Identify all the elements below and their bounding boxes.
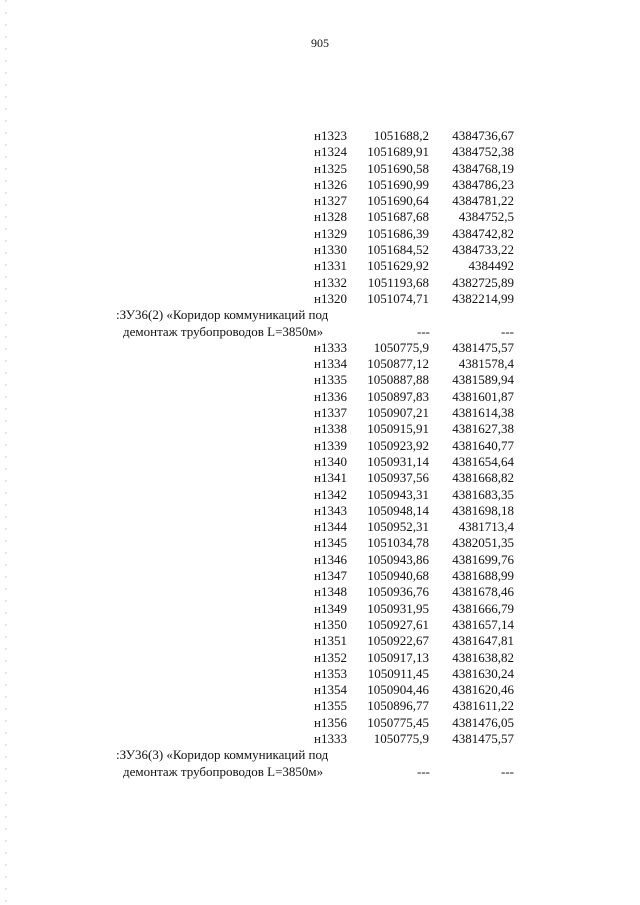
x-coordinate: 1050887,88 xyxy=(367,372,429,388)
point-id: н1331 xyxy=(314,258,347,274)
coordinate-row xyxy=(0,258,640,274)
y-coordinate: 4381611,22 xyxy=(452,698,514,714)
point-id: н1345 xyxy=(314,535,347,551)
x-coordinate: 1050897,83 xyxy=(367,388,429,404)
y-coordinate: 4384781,22 xyxy=(452,193,514,209)
y-coordinate: 4381620,46 xyxy=(452,682,514,698)
coordinate-row xyxy=(0,161,640,177)
x-coordinate: 1050915,91 xyxy=(367,421,429,437)
coordinate-row xyxy=(0,666,640,682)
x-coordinate: 1050936,76 xyxy=(367,584,429,600)
x-coordinate: 1051074,71 xyxy=(367,290,429,306)
x-coordinate: 1050923,92 xyxy=(367,437,429,453)
x-coordinate: 1051629,92 xyxy=(367,258,429,274)
x-coordinate: 1050927,61 xyxy=(367,616,429,632)
coordinate-row xyxy=(0,682,640,698)
coordinate-row xyxy=(0,731,640,747)
coordinate-row xyxy=(0,405,640,421)
point-id: н1354 xyxy=(314,682,347,698)
point-id: н1330 xyxy=(314,242,347,258)
point-id: н1346 xyxy=(314,551,347,567)
point-id: н1325 xyxy=(314,160,347,176)
x-coordinate: 1051689,91 xyxy=(367,144,429,160)
x-coordinate: 1050931,14 xyxy=(367,453,429,469)
point-id: н1324 xyxy=(314,144,347,160)
point-id: н1338 xyxy=(314,421,347,437)
y-coordinate: 4381698,18 xyxy=(452,502,514,518)
point-id: н1353 xyxy=(314,665,347,681)
point-id: н1344 xyxy=(314,519,347,535)
y-coordinate: 4384752,38 xyxy=(452,144,514,160)
x-coordinate: 1051688,2 xyxy=(373,128,429,143)
coordinate-row xyxy=(0,128,640,144)
coordinates-list xyxy=(0,128,640,780)
x-coordinate: 1050943,86 xyxy=(367,551,429,567)
x-coordinate: 1050911,45 xyxy=(367,665,429,681)
y-coordinate: 4384733,22 xyxy=(452,242,514,258)
y-coordinate: 4384492 xyxy=(468,258,514,274)
y-coordinate: 4381475,57 xyxy=(452,339,514,355)
point-id: н1337 xyxy=(314,405,347,421)
x-coordinate: 1050937,56 xyxy=(367,470,429,486)
x-coordinate: 1050952,31 xyxy=(367,519,429,535)
coordinate-row xyxy=(0,650,640,666)
coordinate-row xyxy=(0,209,640,225)
section-y-dash: --- xyxy=(501,763,514,779)
x-coordinate: 1050775,9 xyxy=(373,730,429,746)
x-coordinate: 1050931,95 xyxy=(367,600,429,616)
section-title-line-2: демонтаж трубопроводов L=3850м» xyxy=(123,763,324,779)
point-id: н1349 xyxy=(314,600,347,616)
point-id: н1334 xyxy=(314,356,347,372)
y-coordinate: 4384768,19 xyxy=(452,160,514,176)
section-title-line-2: демонтаж трубопроводов L=3850м» xyxy=(123,323,324,339)
y-coordinate: 4381688,99 xyxy=(452,568,514,584)
y-coordinate: 4384786,23 xyxy=(452,176,514,192)
y-coordinate: 4384752,5 xyxy=(458,209,514,225)
y-coordinate: 4381475,57 xyxy=(452,730,514,746)
coordinate-row xyxy=(0,715,640,731)
section-heading-line-2 xyxy=(0,764,640,780)
point-id: н1352 xyxy=(314,649,347,665)
x-coordinate: 1050896,77 xyxy=(367,698,429,714)
y-coordinate: 4382214,99 xyxy=(452,290,514,306)
point-id: н1323 xyxy=(314,128,347,143)
section-x-dash: --- xyxy=(417,323,430,339)
coordinate-row xyxy=(0,519,640,535)
coordinate-row xyxy=(0,275,640,291)
section-y-dash: --- xyxy=(501,323,514,339)
coordinate-row xyxy=(0,568,640,584)
y-coordinate: 4381678,46 xyxy=(452,584,514,600)
point-id: н1343 xyxy=(314,502,347,518)
coordinate-row xyxy=(0,487,640,503)
x-coordinate: 1051684,52 xyxy=(367,242,429,258)
coordinate-row xyxy=(0,584,640,600)
coordinate-row xyxy=(0,177,640,193)
y-coordinate: 4381683,35 xyxy=(452,486,514,502)
coordinate-row xyxy=(0,193,640,209)
point-id: н1333 xyxy=(314,730,347,746)
x-coordinate: 1050775,9 xyxy=(373,339,429,355)
x-coordinate: 1050917,13 xyxy=(367,649,429,665)
y-coordinate: 4381668,82 xyxy=(452,470,514,486)
coordinate-row xyxy=(0,389,640,405)
point-id: н1347 xyxy=(314,568,347,584)
x-coordinate: 1050940,68 xyxy=(367,568,429,584)
point-id: н1339 xyxy=(314,437,347,453)
x-coordinate: 1051193,68 xyxy=(367,274,429,290)
point-id: н1355 xyxy=(314,698,347,714)
coordinate-row xyxy=(0,470,640,486)
y-coordinate: 4381666,79 xyxy=(452,600,514,616)
point-id: н1320 xyxy=(314,290,347,306)
coordinate-row xyxy=(0,421,640,437)
y-coordinate: 4384742,82 xyxy=(452,225,514,241)
coordinate-row xyxy=(0,535,640,551)
coordinate-row xyxy=(0,291,640,307)
x-coordinate: 1050775,45 xyxy=(367,714,429,730)
point-id: н1350 xyxy=(314,616,347,632)
page-number: 905 xyxy=(311,36,329,50)
y-coordinate: 4381699,76 xyxy=(452,551,514,567)
coordinate-row xyxy=(0,698,640,714)
point-id: н1356 xyxy=(314,714,347,730)
section-title-line-1: :ЗУ36(2) «Коридор коммуникаций под xyxy=(116,307,329,323)
x-coordinate: 1051686,39 xyxy=(367,225,429,241)
y-coordinate: 4384736,67 xyxy=(452,128,514,143)
y-coordinate: 4381578,4 xyxy=(458,356,514,372)
section-heading-line-2 xyxy=(0,324,640,340)
section-x-dash: --- xyxy=(417,763,430,779)
coordinate-row xyxy=(0,356,640,372)
y-coordinate: 4382725,89 xyxy=(452,274,514,290)
coordinate-row xyxy=(0,438,640,454)
point-id: н1332 xyxy=(314,274,347,290)
point-id: н1329 xyxy=(314,225,347,241)
y-coordinate: 4381640,77 xyxy=(452,437,514,453)
y-coordinate: 4381630,24 xyxy=(452,665,514,681)
y-coordinate: 4381654,64 xyxy=(452,453,514,469)
x-coordinate: 1050948,14 xyxy=(367,502,429,518)
coordinate-row xyxy=(0,503,640,519)
y-coordinate: 4381601,87 xyxy=(452,388,514,404)
x-coordinate: 1051687,68 xyxy=(367,209,429,225)
point-id: н1342 xyxy=(314,486,347,502)
point-id: н1327 xyxy=(314,193,347,209)
x-coordinate: 1050907,21 xyxy=(367,405,429,421)
y-coordinate: 4381713,4 xyxy=(458,519,514,535)
point-id: н1333 xyxy=(314,339,347,355)
section-heading-line-1 xyxy=(0,747,640,763)
point-id: н1348 xyxy=(314,584,347,600)
y-coordinate: 4381647,81 xyxy=(452,633,514,649)
point-id: н1351 xyxy=(314,633,347,649)
point-id: н1341 xyxy=(314,470,347,486)
coordinate-row xyxy=(0,372,640,388)
x-coordinate: 1050922,67 xyxy=(367,633,429,649)
point-id: н1328 xyxy=(314,209,347,225)
coordinate-row xyxy=(0,633,640,649)
point-id: н1326 xyxy=(314,176,347,192)
coordinate-row xyxy=(0,340,640,356)
x-coordinate: 1051690,58 xyxy=(367,160,429,176)
x-coordinate: 1051690,99 xyxy=(367,176,429,192)
y-coordinate: 4381614,38 xyxy=(452,405,514,421)
point-id: н1335 xyxy=(314,372,347,388)
x-coordinate: 1051034,78 xyxy=(367,535,429,551)
coordinate-row xyxy=(0,144,640,160)
y-coordinate: 4381657,14 xyxy=(452,616,514,632)
coordinate-row xyxy=(0,617,640,633)
coordinate-row xyxy=(0,454,640,470)
y-coordinate: 4381589,94 xyxy=(452,372,514,388)
y-coordinate: 4381476,05 xyxy=(452,714,514,730)
coordinate-row xyxy=(0,242,640,258)
point-id: н1340 xyxy=(314,453,347,469)
coordinate-row xyxy=(0,601,640,617)
coordinate-row xyxy=(0,226,640,242)
y-coordinate: 4381627,38 xyxy=(452,421,514,437)
section-title-line-1: :ЗУ36(3) «Коридор коммуникаций под xyxy=(116,747,329,763)
point-id: н1336 xyxy=(314,388,347,404)
y-coordinate: 4381638,82 xyxy=(452,649,514,665)
y-coordinate: 4382051,35 xyxy=(452,535,514,551)
x-coordinate: 1050943,31 xyxy=(367,486,429,502)
section-heading-line-1 xyxy=(0,307,640,323)
x-coordinate: 1050877,12 xyxy=(367,356,429,372)
x-coordinate: 1051690,64 xyxy=(367,193,429,209)
coordinate-row xyxy=(0,552,640,568)
x-coordinate: 1050904,46 xyxy=(367,682,429,698)
